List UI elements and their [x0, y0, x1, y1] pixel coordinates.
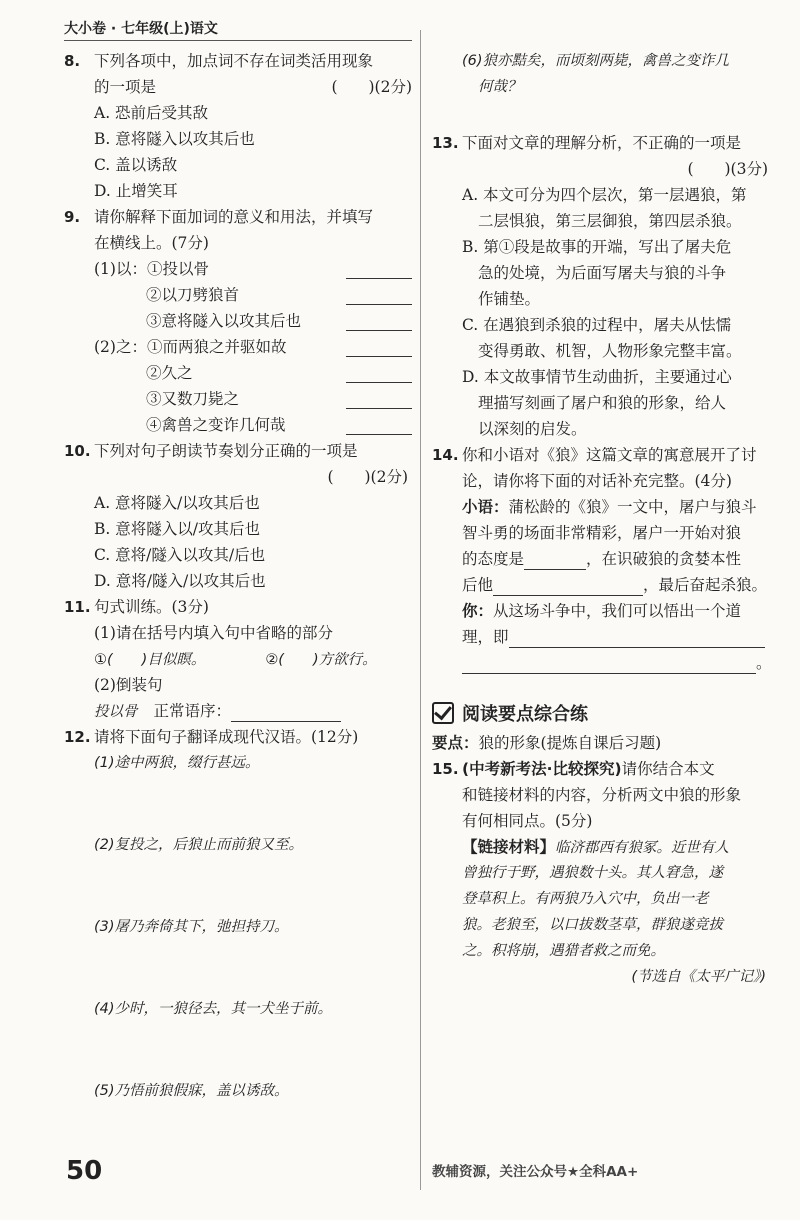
material-text: 之。积将崩，遇猎者救之而免。 [462, 943, 665, 959]
question-number: 14. [432, 446, 459, 464]
item-label: (2)之：①而两狼之并驱如故 [94, 338, 287, 356]
option-text: 理描写刻画了屠户和狼的形象，给人 [478, 394, 727, 412]
material-source: (节选自《太平广记》) [631, 969, 766, 985]
question-11 [64, 594, 412, 724]
item-label: ③意将隧入以攻其后也 [146, 312, 302, 330]
translate-item: (2)复投之，后狼止而前狼又至。 [94, 837, 304, 853]
page-number: 50 [66, 1156, 103, 1186]
question-8 [64, 48, 412, 204]
answer-blank[interactable] [346, 260, 412, 279]
question-number: 9. [64, 208, 81, 226]
option-d[interactable]: D. 止增笑耳 [94, 182, 178, 200]
answer-blank[interactable] [346, 364, 412, 383]
dialogue-text: 的态度是 [462, 550, 525, 568]
footer-note: 教辅资源，关注公众号★全科AA+ [432, 1164, 639, 1180]
dialogue-text: 理，即 [462, 628, 509, 646]
answer-blank[interactable] [346, 286, 412, 305]
question-number: 12. [64, 728, 91, 746]
material-text: 登草积上。有两狼乃入穴中，负出一老 [462, 891, 709, 907]
fill-blank-b[interactable]: ②( )方欲行。 [265, 652, 377, 668]
question-stem: 句式训练。(3分) [94, 598, 209, 616]
sub-question: (1)请在括号内填入句中省略的部分 [94, 624, 333, 642]
translate-item: (3)屠乃奔倚其下，弛担持刀。 [94, 919, 289, 935]
dialogue-text: ，在识破狼的贪婪本性 [586, 550, 742, 568]
answer-blank[interactable] [493, 577, 643, 596]
page-header: 大小卷 · 七年级(上)语文 [64, 21, 218, 37]
material-text: 临济郡西有狼冢。近世有人 [555, 840, 730, 856]
question-9 [64, 204, 412, 438]
answer-blank[interactable] [462, 655, 756, 674]
question-stem: 请你结合本文 [621, 760, 715, 778]
option-a[interactable]: A. 意将隧入/以攻其后也 [94, 494, 260, 512]
answer-blank[interactable] [346, 312, 412, 331]
question-stem: 下列各项中，加点词不存在词类活用现象 [94, 52, 374, 70]
option-text: D. 本文故事情节生动曲折，主要通过心 [462, 368, 732, 386]
option-b[interactable]: B. 意将隧入以/攻其后也 [94, 520, 260, 538]
dialogue-text: 从这场斗争中，我们可以悟出一个道 [493, 602, 742, 620]
option-d[interactable]: D. 意将/隧入/以攻其后也 [94, 572, 266, 590]
focus-text: 狼的形象(提炼自课后习题) [478, 734, 662, 752]
speaker-label: 小语： [462, 498, 509, 516]
item-label: ④禽兽之变诈几何哉 [146, 416, 286, 434]
question-15 [432, 756, 772, 990]
translate-item: (4)少时，一狼径去，其一犬坐于前。 [94, 1001, 333, 1017]
option-a[interactable] [432, 182, 772, 234]
option-text: B. 第①段是故事的开端，写出了屠夫危 [462, 238, 732, 256]
question-stem: 请将下面句子翻译成现代汉语。(12分) [94, 728, 359, 746]
answer-space[interactable] [64, 1022, 412, 1078]
order-label: 正常语序： [153, 702, 232, 720]
translate-item: (5)乃悟前狼假寐，盖以诱敌。 [94, 1083, 289, 1099]
option-c[interactable] [432, 312, 772, 364]
question-stem-cont: 论，请你将下面的对话补充完整。(4分) [462, 472, 732, 490]
option-text: 以深刻的启发。 [478, 420, 587, 438]
option-c[interactable]: C. 盖以诱敌 [94, 156, 178, 174]
item-label: (1)以：①投以骨 [94, 260, 209, 278]
option-text: 作铺垫。 [478, 290, 541, 308]
fill-blank-a[interactable]: ①( )目似瞑。 [94, 652, 206, 668]
question-stem-cont: 的一项是 [94, 78, 157, 96]
answer-space[interactable] [64, 776, 412, 832]
question-13 [432, 130, 772, 442]
material-text: 狼。老狼至，以口拔数茎草，群狼遂竞拔 [462, 917, 723, 933]
question-number: 11. [64, 598, 91, 616]
translate-item: (1)途中两狼，缀行甚远。 [94, 755, 260, 771]
question-stem-cont: 和链接材料的内容，分析两文中狼的形象 [462, 786, 742, 804]
question-14 [432, 442, 772, 676]
dialogue-text: ，最后奋起杀狼。 [643, 576, 768, 594]
option-text: 二层惧狼，第三层御狼，第四层杀狼。 [478, 212, 742, 230]
header-rule [64, 40, 412, 41]
question-number: 13. [432, 134, 459, 152]
translate-item-cont: 何哉？ [478, 79, 522, 95]
material-label: 【链接材料】 [462, 838, 556, 856]
answer-blank[interactable] [509, 629, 765, 648]
option-text: 变得勇敢、机智，人物形象完整丰富。 [478, 342, 742, 360]
dialogue-text: 后他 [462, 576, 494, 594]
answer-score[interactable]: ( )(3分) [687, 160, 768, 178]
question-number: 15. [432, 760, 459, 778]
question-stem: 请你解释下面加词的意义和用法，并填写 [94, 208, 374, 226]
left-column [64, 48, 412, 1104]
answer-score[interactable]: ( )(2分) [327, 468, 408, 486]
answer-blank[interactable] [346, 390, 412, 409]
answer-score[interactable]: ( )(2分) [331, 78, 412, 96]
end-mark: 。 [756, 654, 772, 672]
sub-question: (2)倒装句 [94, 676, 163, 694]
answer-blank[interactable] [346, 338, 412, 357]
answer-space[interactable] [64, 858, 412, 914]
inverted-sentence: 投以骨 [94, 704, 138, 720]
question-12-continued [432, 48, 772, 100]
answer-blank[interactable] [231, 703, 341, 722]
question-10 [64, 438, 412, 594]
column-divider [420, 30, 421, 1190]
item-label: ③又数刀毙之 [146, 390, 240, 408]
question-number: 10. [64, 442, 91, 460]
answer-blank[interactable] [524, 551, 586, 570]
answer-space[interactable] [64, 940, 412, 996]
focus-label: 要点： [432, 734, 479, 752]
item-label: ②以刀劈狼首 [146, 286, 240, 304]
option-b[interactable]: B. 意将隧入以攻其后也 [94, 130, 255, 148]
translate-item: (6)狼亦黠矣，而顷刻两毙，禽兽之变诈几 [462, 53, 730, 69]
question-stem-cont: 有何相同点。(5分) [462, 812, 593, 830]
question-12 [64, 724, 412, 1104]
question-stem: 下面对文章的理解分析，不正确的一项是 [462, 134, 742, 152]
option-a[interactable]: A. 恐前后受其敌 [94, 104, 209, 122]
dialogue-text: 蒲松龄的《狼》一文中，屠户与狼斗 [508, 498, 757, 516]
section-title-text: 阅读要点综合练 [462, 704, 588, 725]
option-text: 急的处境，为后面写屠夫与狼的斗争 [478, 264, 727, 282]
item-label: ②久之 [146, 364, 193, 382]
question-tag: (中考新考法·比较探究) [462, 760, 622, 778]
option-b[interactable] [432, 234, 772, 312]
section-title [432, 696, 772, 730]
option-d[interactable] [432, 364, 772, 442]
answer-blank[interactable] [346, 416, 412, 435]
right-column [432, 48, 772, 990]
question-number: 8. [64, 52, 81, 70]
check-icon [432, 702, 454, 724]
option-text: A. 本文可分为四个层次，第一层遇狼，第 [462, 186, 747, 204]
dialogue-text: 智斗勇的场面非常精彩，屠户一开始对狼 [462, 524, 742, 542]
question-stem: 下列对句子朗读节奏划分正确的一项是 [94, 442, 358, 460]
speaker-label: 你： [462, 602, 494, 620]
question-stem-cont: 在横线上。(7分) [94, 234, 209, 252]
option-text: C. 在遇狼到杀狼的过程中，屠夫从怯懦 [462, 316, 732, 334]
question-stem: 你和小语对《狼》这篇文章的寓意展开了讨 [462, 446, 757, 464]
option-c[interactable]: C. 意将/隧入以攻其/后也 [94, 546, 266, 564]
material-text: 曾独行于野，遇狼数十头。其人窘急，遂 [462, 865, 723, 881]
